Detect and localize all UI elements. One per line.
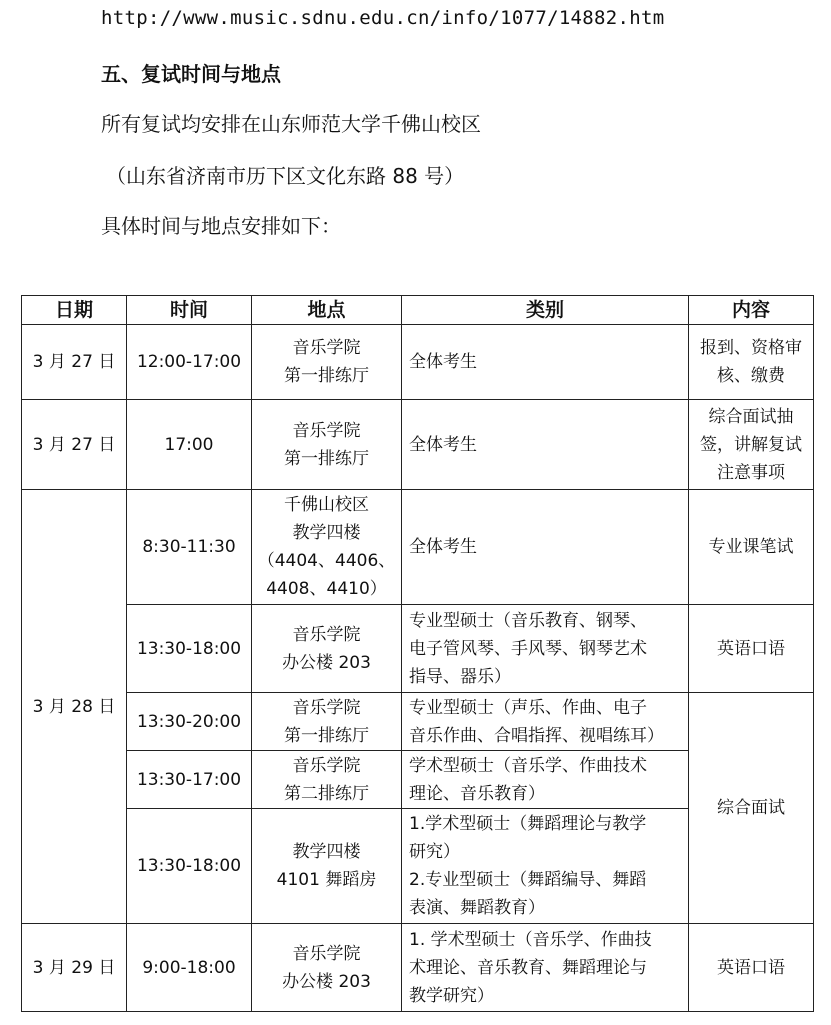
table-row xyxy=(22,693,814,751)
intro-line-3: 具体时间与地点安排如下： xyxy=(101,214,341,238)
table-row xyxy=(22,490,814,605)
date-cell: 3 月 29 日 xyxy=(22,924,127,1012)
category-cell: 全体考生 xyxy=(402,400,689,490)
content-cell: 综合面试抽 签，讲解复试 注意事项 xyxy=(689,400,814,490)
header-date: 日期 xyxy=(22,296,127,325)
table-row xyxy=(22,924,814,1012)
intro-line-2: （山东省济南市历下区文化东路 88 号） xyxy=(106,164,465,188)
table-header-row xyxy=(22,296,814,325)
category-cell: 专业型硕士（音乐教育、钢琴、 电子管风琴、手风琴、钢琴艺术 指导、器乐） xyxy=(402,605,689,693)
category-cell: 1.学术型硕士（舞蹈理论与教学 研究） 2.专业型硕士（舞蹈编导、舞蹈 表演、舞蹈教育） xyxy=(402,809,689,924)
content-cell: 英语口语 xyxy=(689,605,814,693)
time-cell: 13:30-17:00 xyxy=(127,751,252,809)
content-cell: 报到、资格审 核、缴费 xyxy=(689,325,814,400)
header-time: 时间 xyxy=(127,296,252,325)
content-cell: 英语口语 xyxy=(689,924,814,1012)
time-cell: 12:00-17:00 xyxy=(127,325,252,400)
content-cell: 综合面试 xyxy=(689,693,814,924)
category-cell: 全体考生 xyxy=(402,490,689,605)
source-url: http://www.music.sdnu.edu.cn/info/1077/14882.htm xyxy=(101,7,665,29)
category-cell: 专业型硕士（声乐、作曲、电子 音乐作曲、合唱指挥、视唱练耳） xyxy=(402,693,689,751)
category-cell: 学术型硕士（音乐学、作曲技术 理论、音乐教育） xyxy=(402,751,689,809)
place-cell: 音乐学院 第一排练厅 xyxy=(252,400,402,490)
content-cell: 专业课笔试 xyxy=(689,490,814,605)
time-cell: 8:30-11:30 xyxy=(127,490,252,605)
category-cell: 1. 学术型硕士（音乐学、作曲技 术理论、音乐教育、舞蹈理论与 教学研究） xyxy=(402,924,689,1012)
place-cell: 音乐学院 办公楼 203 xyxy=(252,605,402,693)
intro-line-1: 所有复试均安排在山东师范大学千佛山校区 xyxy=(101,112,481,136)
header-place: 地点 xyxy=(252,296,402,325)
date-cell: 3 月 27 日 xyxy=(22,325,127,400)
place-cell: 音乐学院 第一排练厅 xyxy=(252,325,402,400)
schedule-table xyxy=(21,295,814,1012)
time-cell: 13:30-18:00 xyxy=(127,605,252,693)
place-cell: 音乐学院 办公楼 203 xyxy=(252,924,402,1012)
time-cell: 13:30-20:00 xyxy=(127,693,252,751)
table-row xyxy=(22,325,814,400)
table-row xyxy=(22,605,814,693)
place-cell: 千佛山校区 教学四楼 （4404、4406、 4408、4410） xyxy=(252,490,402,605)
table-row xyxy=(22,400,814,490)
place-cell: 音乐学院 第二排练厅 xyxy=(252,751,402,809)
date-cell: 3 月 28 日 xyxy=(22,490,127,924)
time-cell: 9:00-18:00 xyxy=(127,924,252,1012)
time-cell: 17:00 xyxy=(127,400,252,490)
time-cell: 13:30-18:00 xyxy=(127,809,252,924)
header-category: 类别 xyxy=(402,296,689,325)
place-cell: 教学四楼 4101 舞蹈房 xyxy=(252,809,402,924)
category-cell: 全体考生 xyxy=(402,325,689,400)
header-content: 内容 xyxy=(689,296,814,325)
date-cell: 3 月 27 日 xyxy=(22,400,127,490)
place-cell: 音乐学院 第一排练厅 xyxy=(252,693,402,751)
section-heading: 五、复试时间与地点 xyxy=(101,62,281,86)
